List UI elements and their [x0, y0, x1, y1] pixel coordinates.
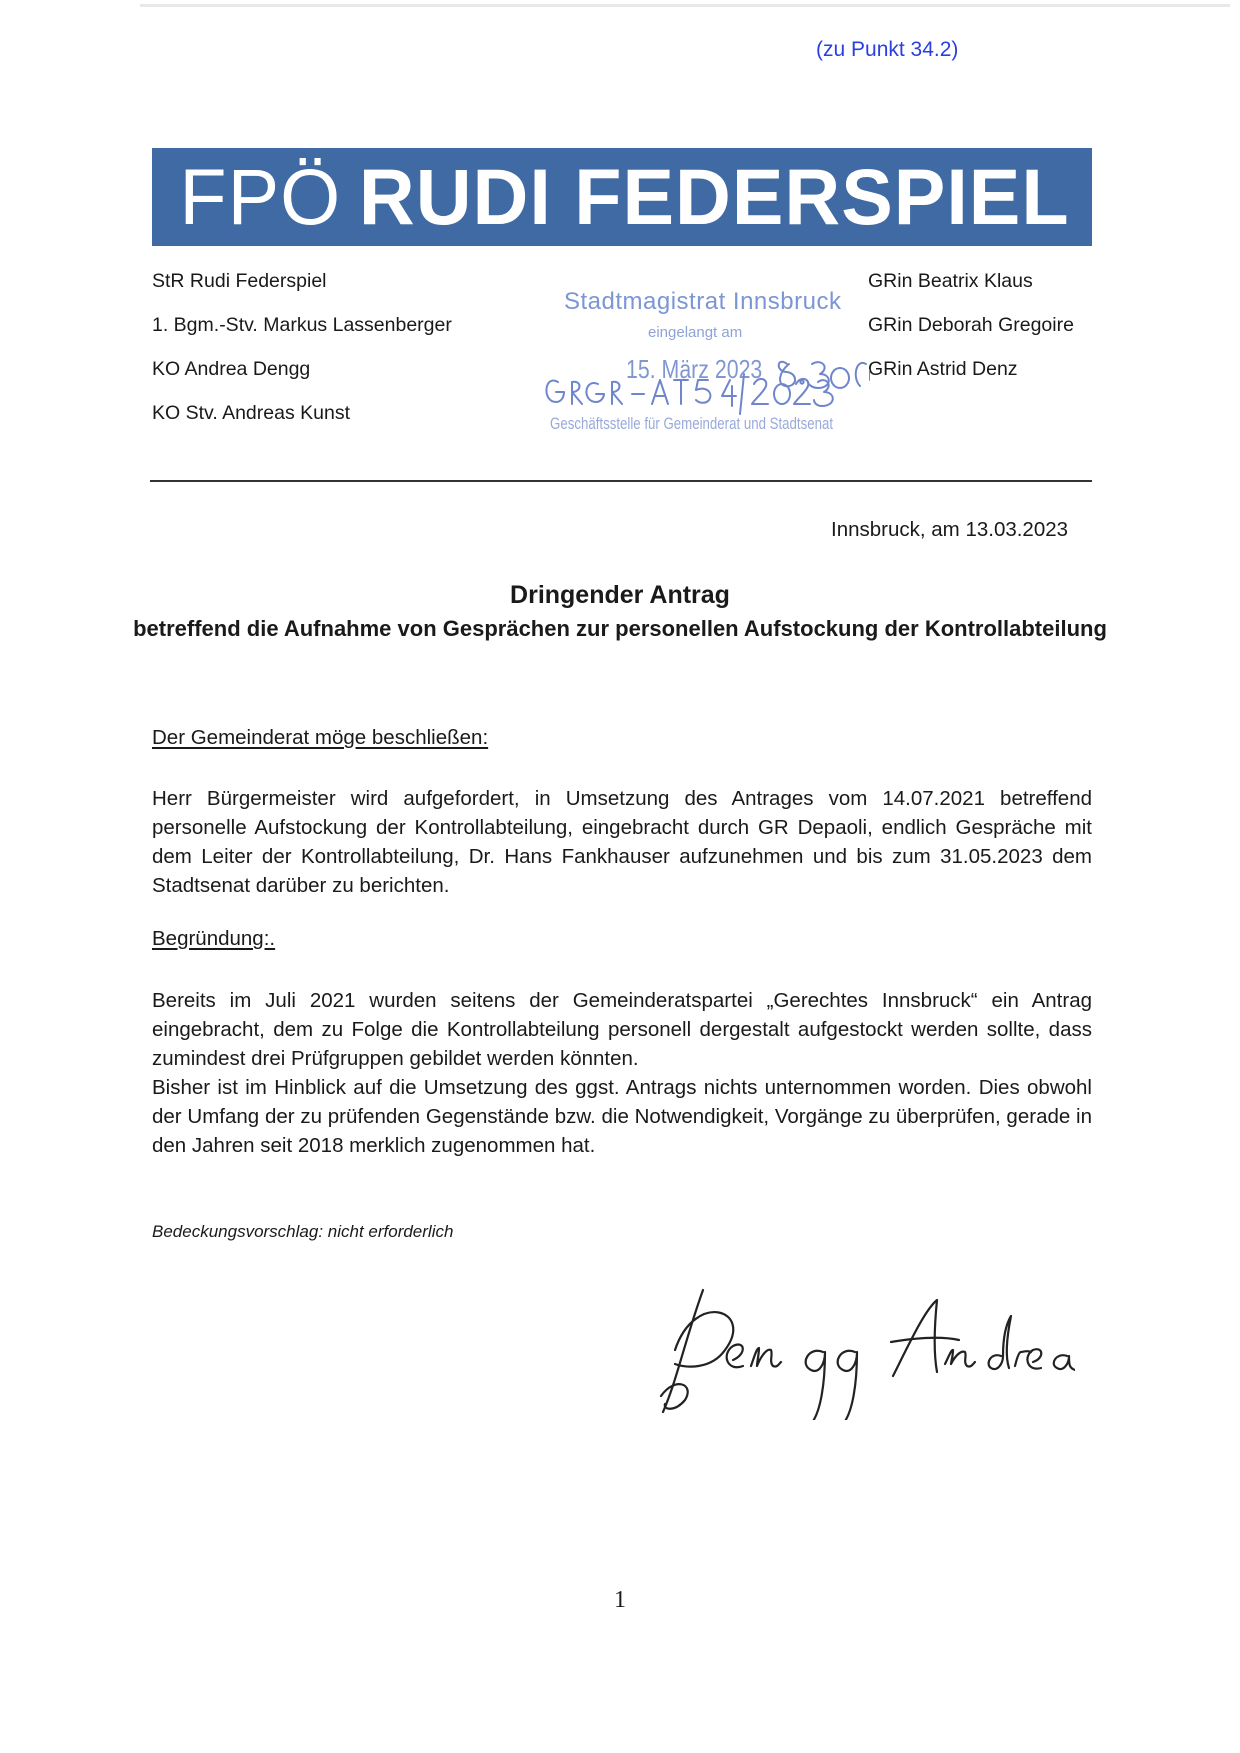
- motion-heading: Der Gemeinderat möge beschließen:: [152, 726, 489, 749]
- date-line: Innsbruck, am 13.03.2023: [831, 518, 1069, 541]
- agenda-reference-note: (zu Punkt 34.2): [816, 38, 959, 61]
- document-title: Dringender Antrag: [510, 581, 730, 609]
- stamp-date: 15. März 2023: [626, 354, 763, 384]
- signatory: KO Andrea Dengg: [152, 358, 311, 380]
- signatories-left: [152, 259, 452, 435]
- receipt-stamp: [540, 286, 870, 456]
- scan-edge: [140, 4, 1230, 7]
- page-number: 1: [614, 1587, 626, 1613]
- banner-name: RUDI FEDERSPIEL: [358, 152, 1070, 241]
- banner-party: FPÖ: [179, 152, 342, 241]
- stamp-office: Stadtmagistrat Innsbruck: [564, 288, 842, 315]
- reason-heading: Begründung:.: [152, 927, 276, 950]
- stamp-department: Geschäftsstelle für Gemeinderat und Stadtsenat: [550, 414, 834, 433]
- signatory: GRin Deborah Gregoire: [868, 314, 1074, 336]
- party-header-banner: [152, 148, 1092, 246]
- signatory: 1. Bgm.-Stv. Markus Lassenberger: [152, 314, 452, 336]
- reason-paragraph: Bereits im Juli 2021 wurden seitens der Gemeinderatspartei „Gerechtes Innsbruck“ ein Antrag eingebracht, dem zu Folge die Kontrollabteilung personell dergestalt aufgestockt werden sollte, dass zumindest drei Prüfgruppen gebildet werden könnten.: [152, 989, 1092, 1070]
- document-subtitle: betreffend die Aufnahme von Gesprächen zur personellen Aufstockung der Kontrollabteilung: [133, 616, 1107, 641]
- signatory: StR Rudi Federspiel: [152, 270, 327, 292]
- signatory: GRin Astrid Denz: [868, 358, 1018, 380]
- coverage-note: Bedeckungsvorschlag: nicht erforderlich: [152, 1222, 454, 1241]
- stamp-handwriting: [540, 286, 870, 456]
- signatories-right: [868, 259, 1074, 391]
- handwritten-signature: [655, 1280, 1075, 1420]
- signatory: GRin Beatrix Klaus: [868, 270, 1033, 292]
- header-divider: [150, 480, 1092, 482]
- stamp-received-label: eingelangt am: [648, 324, 743, 341]
- reason-paragraph: Bisher ist im Hinblick auf die Umsetzung des ggst. Antrags nichts unternommen worden. Dies obwohl der Umfang der zu prüfenden Gegenstände bzw. die Notwendigkeit, Vorgänge zu überprüfen, gerade in den Jahren seit 2018 merklich zugenommen hat.: [152, 1076, 1092, 1157]
- motion-text: Herr Bürgermeister wird aufgefordert, in Umsetzung des Antrages vom 14.07.2021 betreffend personelle Aufstockung der Kontrollabteilung, eingebracht durch GR Depaoli, endlich Gespräche mit dem Leiter der Kontrollabteilung, Dr. Hans Fankhauser aufzunehmen und bis zum 31.05.2023 dem Stadtsenat darüber zu berichten.: [152, 787, 1092, 897]
- signatory: KO Stv. Andreas Kunst: [152, 402, 350, 424]
